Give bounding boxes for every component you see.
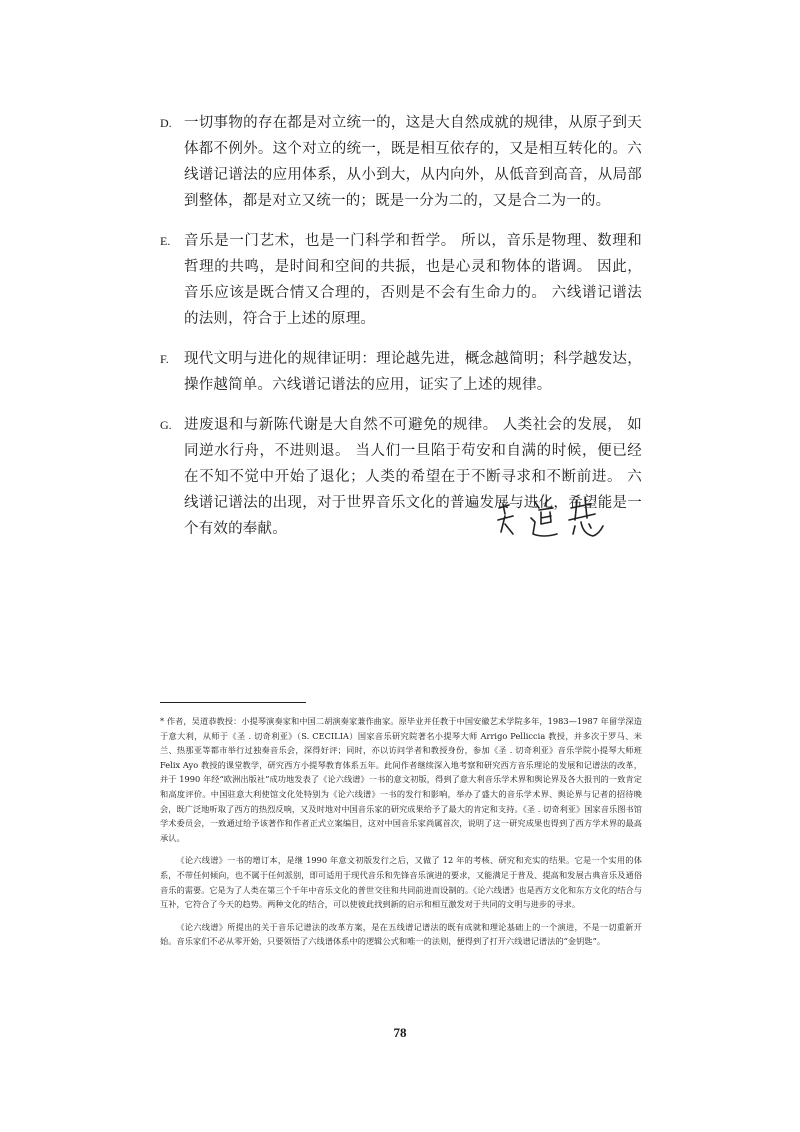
paragraph-letter: F. (160, 352, 169, 366)
footnotes (160, 714, 642, 957)
footnote-reform: 《论六线谱》所提出的关于音乐记谱法的改革方案，是在五线谱记谱法的既有成就和理论基础上的一个演进，不是一切重新开始。音乐家们不必从零开始，只要领悟了六线谱体系中的逻辑公式和唯一的法则，便得到了打开六线谱记谱法的“金钥匙”。 (160, 921, 642, 947)
footnote-divider (160, 702, 306, 703)
paragraph-text: 音乐是一门艺术，也是一门科学和哲学。 所以，音乐是物理、数理和哲理的共鸣，是时间和空间的共振，也是心灵和物体的谐调。 因此，音乐应该是既合情又合理的，否则是不会有生命力的。 六线谱记谱法的法则，符合于上述的原理。 (184, 233, 642, 327)
author-signature (495, 494, 615, 544)
paragraph-e (160, 228, 642, 332)
footnote-book: 《论六线谱》一书的增订本，是继 1990 年意文初版发行之后，又做了 12 年的考核、研究和充实的结果。它是一个实用的体系，不带任何倾向，也不属于任何派别，即可适用于现代音乐和先锋音乐演进的要求，又能满足于普及、提高和发展古典音乐及通俗音乐的需要。它是为了人类在第三个千年中音乐文化的普世交往和共同前进而设制的。《论六线谱》也是西方文化和东方文化的结合与互补，它符合了今天的趋势。两种文化的结合，可以使彼此找到新的启示和相互激发对于共同的文明与进步的寻求。 (160, 855, 642, 910)
paragraph-letter: G. (160, 418, 172, 432)
paragraph-d (160, 110, 642, 214)
page-number: 78 (393, 1025, 407, 1040)
paragraph-text: 一切事物的存在都是对立统一的，这是大自然成就的规律，从原子到天体都不例外。这个对立的统一，既是相互依存的，又是相互转化的。六线谱记谱法的应用体系，从小到大，从内向外，从低音到高音，从局部到整体，都是对立又统一的；既是一分为二的，又是合二为一的。 (184, 115, 642, 209)
paragraph-letter: D. (160, 116, 172, 130)
footnote-author: * 作者，吴道恭教授：小提琴演奏家和中国二胡演奏家兼作曲家。原毕业并任教于中国安徽艺术学院多年，1983—1987 年留学深造于意大利，从师于《圣 . 切奇利亚》（S. CECILIA）国家音乐研究院著名小提琴大师 Arrigo Pelliccia 教授，并多次于罗马、米兰、热那亚等都市举行过独奏音乐会，深得好评；同时，亦以访问学者和教授身份，参加《圣 . 切奇利亚》音乐学院小提琴大师班 Felix Ayo 教授的课堂教学，研究西方小提琴教育体系五年。此间作者继续深入地考察和研究西方音乐理论的发展和记谱法的改革，并于 1990 年经“欧洲出版社”成功地发表了《论六线谱》一书的意文初版，得到了意大利音乐学术界和舆论界及各大报刊的一致肯定和高度评价。中国驻意大利使馆文化处特别为《论六线谱》一书的发行和影响，举办了盛大的音乐学术界、舆论界与记者的招待晚会，既广泛地听取了西方的热烈反响，又及时地对中国音乐家的研究成果给予了最大的肯定和支持。《圣 . 切奇利亚》国家音乐图书馆学术委员会，一致通过给予该著作和作者正式立案编目，这对中国音乐家尚属首次，说明了这一研究成果也得到了西方学术界的最高承认。 (160, 716, 642, 843)
paragraph-text: 进废退和与新陈代谢是大自然不可避免的规律。 人类社会的发展， 如同逆水行舟，不进则退。 当人们一旦陷于苟安和自满的时候，便已经在不知不觉中开始了退化；人类的希望在于不断寻求和不断前进。 六线谱记谱法的出现，对于世界音乐文化的普遍发展与进化，希望能是一个有效的奉献。 (184, 417, 642, 537)
paragraph-letter: E. (160, 234, 171, 248)
main-text (160, 110, 642, 556)
paragraph-f (160, 346, 642, 398)
paragraph-text: 现代文明与进化的规律证明：理论越先进，概念越简明；科学越发达，操作越简单。六线谱记谱法的应用，证实了上述的规律。 (184, 351, 642, 393)
